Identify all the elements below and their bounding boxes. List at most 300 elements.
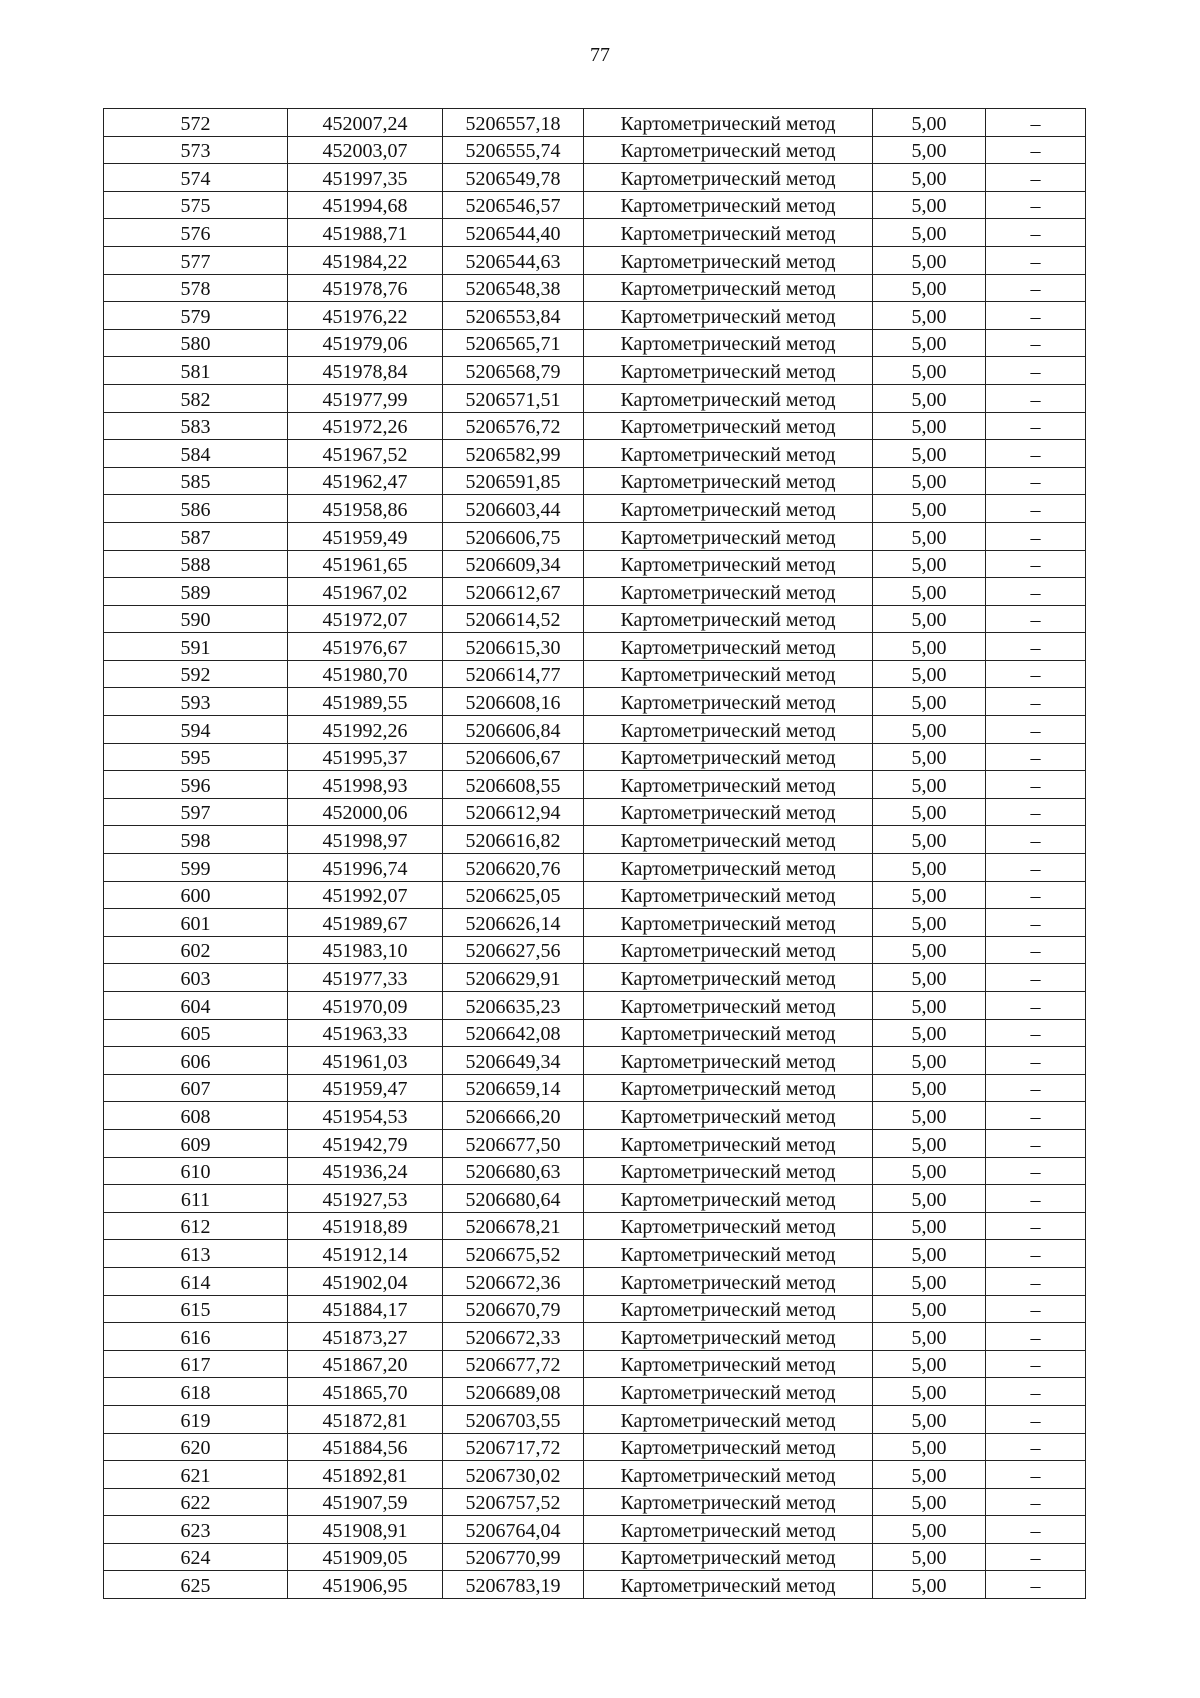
table-row (104, 1240, 1086, 1268)
method-cell: Картометрический метод (584, 1378, 873, 1406)
x-coordinate-cell: 451918,89 (288, 1212, 443, 1240)
x-coordinate-cell: 451977,33 (288, 964, 443, 992)
y-coordinate-cell: 5206616,82 (443, 826, 584, 854)
point-number-cell: 572 (104, 109, 288, 137)
x-coordinate-cell: 451961,65 (288, 550, 443, 578)
note-cell: – (986, 1433, 1086, 1461)
accuracy-cell: 5,00 (873, 1240, 986, 1268)
note-cell: – (986, 467, 1086, 495)
accuracy-cell: 5,00 (873, 136, 986, 164)
method-cell: Картометрический метод (584, 1102, 873, 1130)
method-cell: Картометрический метод (584, 1433, 873, 1461)
accuracy-cell: 5,00 (873, 1323, 986, 1351)
x-coordinate-cell: 451942,79 (288, 1129, 443, 1157)
y-coordinate-cell: 5206544,40 (443, 219, 584, 247)
accuracy-cell: 5,00 (873, 1267, 986, 1295)
x-coordinate-cell: 451963,33 (288, 1019, 443, 1047)
accuracy-cell: 5,00 (873, 357, 986, 385)
point-number-cell: 618 (104, 1378, 288, 1406)
x-coordinate-cell: 451927,53 (288, 1185, 443, 1213)
table-row (104, 936, 1086, 964)
note-cell: – (986, 550, 1086, 578)
accuracy-cell: 5,00 (873, 936, 986, 964)
table-row (104, 384, 1086, 412)
y-coordinate-cell: 5206612,67 (443, 578, 584, 606)
note-cell: – (986, 109, 1086, 137)
table-row (104, 1047, 1086, 1075)
point-number-cell: 623 (104, 1516, 288, 1544)
table-row (104, 771, 1086, 799)
method-cell: Картометрический метод (584, 771, 873, 799)
x-coordinate-cell: 451958,86 (288, 495, 443, 523)
x-coordinate-cell: 451872,81 (288, 1405, 443, 1433)
note-cell: – (986, 1102, 1086, 1130)
accuracy-cell: 5,00 (873, 384, 986, 412)
note-cell: – (986, 357, 1086, 385)
accuracy-cell: 5,00 (873, 1378, 986, 1406)
table-row (104, 1571, 1086, 1599)
method-cell: Картометрический метод (584, 1323, 873, 1351)
y-coordinate-cell: 5206783,19 (443, 1571, 584, 1599)
note-cell: – (986, 1461, 1086, 1489)
table-row (104, 1378, 1086, 1406)
point-number-cell: 624 (104, 1543, 288, 1571)
note-cell: – (986, 992, 1086, 1020)
table-row (104, 274, 1086, 302)
accuracy-cell: 5,00 (873, 1074, 986, 1102)
note-cell: – (986, 1295, 1086, 1323)
x-coordinate-cell: 451984,22 (288, 246, 443, 274)
method-cell: Картометрический метод (584, 357, 873, 385)
y-coordinate-cell: 5206557,18 (443, 109, 584, 137)
y-coordinate-cell: 5206678,21 (443, 1212, 584, 1240)
note-cell: – (986, 191, 1086, 219)
note-cell: – (986, 302, 1086, 330)
note-cell: – (986, 522, 1086, 550)
x-coordinate-cell: 452000,06 (288, 798, 443, 826)
y-coordinate-cell: 5206770,99 (443, 1543, 584, 1571)
point-number-cell: 617 (104, 1350, 288, 1378)
y-coordinate-cell: 5206591,85 (443, 467, 584, 495)
note-cell: – (986, 771, 1086, 799)
y-coordinate-cell: 5206555,74 (443, 136, 584, 164)
accuracy-cell: 5,00 (873, 688, 986, 716)
x-coordinate-cell: 451994,68 (288, 191, 443, 219)
x-coordinate-cell: 451873,27 (288, 1323, 443, 1351)
accuracy-cell: 5,00 (873, 1571, 986, 1599)
y-coordinate-cell: 5206649,34 (443, 1047, 584, 1075)
x-coordinate-cell: 451884,17 (288, 1295, 443, 1323)
table-row (104, 302, 1086, 330)
point-number-cell: 587 (104, 522, 288, 550)
y-coordinate-cell: 5206659,14 (443, 1074, 584, 1102)
table-row (104, 826, 1086, 854)
table-row (104, 522, 1086, 550)
method-cell: Картометрический метод (584, 1129, 873, 1157)
x-coordinate-cell: 451908,91 (288, 1516, 443, 1544)
accuracy-cell: 5,00 (873, 1433, 986, 1461)
accuracy-cell: 5,00 (873, 992, 986, 1020)
note-cell: – (986, 412, 1086, 440)
accuracy-cell: 5,00 (873, 246, 986, 274)
coordinates-table-body (104, 109, 1086, 1599)
x-coordinate-cell: 451962,47 (288, 467, 443, 495)
accuracy-cell: 5,00 (873, 1102, 986, 1130)
point-number-cell: 592 (104, 660, 288, 688)
x-coordinate-cell: 451936,24 (288, 1157, 443, 1185)
x-coordinate-cell: 451907,59 (288, 1488, 443, 1516)
method-cell: Картометрический метод (584, 1295, 873, 1323)
note-cell: – (986, 1240, 1086, 1268)
accuracy-cell: 5,00 (873, 633, 986, 661)
method-cell: Картометрический метод (584, 826, 873, 854)
table-row (104, 1323, 1086, 1351)
accuracy-cell: 5,00 (873, 881, 986, 909)
point-number-cell: 611 (104, 1185, 288, 1213)
x-coordinate-cell: 451978,84 (288, 357, 443, 385)
x-coordinate-cell: 451972,26 (288, 412, 443, 440)
x-coordinate-cell: 451983,10 (288, 936, 443, 964)
point-number-cell: 576 (104, 219, 288, 247)
y-coordinate-cell: 5206546,57 (443, 191, 584, 219)
y-coordinate-cell: 5206615,30 (443, 633, 584, 661)
method-cell: Картометрический метод (584, 1350, 873, 1378)
method-cell: Картометрический метод (584, 633, 873, 661)
x-coordinate-cell: 451912,14 (288, 1240, 443, 1268)
note-cell: – (986, 1571, 1086, 1599)
accuracy-cell: 5,00 (873, 274, 986, 302)
accuracy-cell: 5,00 (873, 191, 986, 219)
point-number-cell: 614 (104, 1267, 288, 1295)
table-row (104, 136, 1086, 164)
table-row (104, 1488, 1086, 1516)
accuracy-cell: 5,00 (873, 1185, 986, 1213)
method-cell: Картометрический метод (584, 274, 873, 302)
point-number-cell: 613 (104, 1240, 288, 1268)
y-coordinate-cell: 5206672,36 (443, 1267, 584, 1295)
x-coordinate-cell: 452003,07 (288, 136, 443, 164)
point-number-cell: 582 (104, 384, 288, 412)
y-coordinate-cell: 5206626,14 (443, 909, 584, 937)
point-number-cell: 574 (104, 164, 288, 192)
method-cell: Картометрический метод (584, 522, 873, 550)
y-coordinate-cell: 5206571,51 (443, 384, 584, 412)
note-cell: – (986, 964, 1086, 992)
method-cell: Картометрический метод (584, 578, 873, 606)
y-coordinate-cell: 5206614,77 (443, 660, 584, 688)
method-cell: Картометрический метод (584, 660, 873, 688)
y-coordinate-cell: 5206675,52 (443, 1240, 584, 1268)
method-cell: Картометрический метод (584, 909, 873, 937)
y-coordinate-cell: 5206670,79 (443, 1295, 584, 1323)
method-cell: Картометрический метод (584, 1543, 873, 1571)
table-row (104, 1516, 1086, 1544)
y-coordinate-cell: 5206703,55 (443, 1405, 584, 1433)
x-coordinate-cell: 451979,06 (288, 329, 443, 357)
point-number-cell: 589 (104, 578, 288, 606)
note-cell: – (986, 1212, 1086, 1240)
accuracy-cell: 5,00 (873, 1295, 986, 1323)
y-coordinate-cell: 5206582,99 (443, 440, 584, 468)
point-number-cell: 581 (104, 357, 288, 385)
note-cell: – (986, 936, 1086, 964)
accuracy-cell: 5,00 (873, 1157, 986, 1185)
accuracy-cell: 5,00 (873, 1350, 986, 1378)
table-row (104, 1212, 1086, 1240)
point-number-cell: 620 (104, 1433, 288, 1461)
point-number-cell: 605 (104, 1019, 288, 1047)
method-cell: Картометрический метод (584, 440, 873, 468)
accuracy-cell: 5,00 (873, 1488, 986, 1516)
accuracy-cell: 5,00 (873, 605, 986, 633)
point-number-cell: 619 (104, 1405, 288, 1433)
point-number-cell: 603 (104, 964, 288, 992)
method-cell: Картометрический метод (584, 1185, 873, 1213)
x-coordinate-cell: 451906,95 (288, 1571, 443, 1599)
table-row (104, 412, 1086, 440)
x-coordinate-cell: 451978,76 (288, 274, 443, 302)
note-cell: – (986, 246, 1086, 274)
y-coordinate-cell: 5206689,08 (443, 1378, 584, 1406)
note-cell: – (986, 136, 1086, 164)
point-number-cell: 590 (104, 605, 288, 633)
note-cell: – (986, 1405, 1086, 1433)
accuracy-cell: 5,00 (873, 522, 986, 550)
y-coordinate-cell: 5206620,76 (443, 854, 584, 882)
y-coordinate-cell: 5206553,84 (443, 302, 584, 330)
coordinates-table (103, 108, 1086, 1599)
x-coordinate-cell: 451998,97 (288, 826, 443, 854)
y-coordinate-cell: 5206609,34 (443, 550, 584, 578)
note-cell: – (986, 881, 1086, 909)
method-cell: Картометрический метод (584, 136, 873, 164)
table-row (104, 1461, 1086, 1489)
y-coordinate-cell: 5206677,50 (443, 1129, 584, 1157)
note-cell: – (986, 633, 1086, 661)
accuracy-cell: 5,00 (873, 412, 986, 440)
y-coordinate-cell: 5206625,05 (443, 881, 584, 909)
table-row (104, 605, 1086, 633)
point-number-cell: 616 (104, 1323, 288, 1351)
method-cell: Картометрический метод (584, 191, 873, 219)
accuracy-cell: 5,00 (873, 109, 986, 137)
y-coordinate-cell: 5206635,23 (443, 992, 584, 1020)
x-coordinate-cell: 451961,03 (288, 1047, 443, 1075)
accuracy-cell: 5,00 (873, 964, 986, 992)
accuracy-cell: 5,00 (873, 854, 986, 882)
accuracy-cell: 5,00 (873, 1047, 986, 1075)
table-row (104, 329, 1086, 357)
accuracy-cell: 5,00 (873, 578, 986, 606)
y-coordinate-cell: 5206608,55 (443, 771, 584, 799)
method-cell: Картометрический метод (584, 1516, 873, 1544)
x-coordinate-cell: 451959,49 (288, 522, 443, 550)
accuracy-cell: 5,00 (873, 826, 986, 854)
x-coordinate-cell: 451989,55 (288, 688, 443, 716)
table-row (104, 495, 1086, 523)
y-coordinate-cell: 5206576,72 (443, 412, 584, 440)
method-cell: Картометрический метод (584, 881, 873, 909)
accuracy-cell: 5,00 (873, 771, 986, 799)
note-cell: – (986, 1543, 1086, 1571)
x-coordinate-cell: 451992,07 (288, 881, 443, 909)
method-cell: Картометрический метод (584, 1240, 873, 1268)
note-cell: – (986, 164, 1086, 192)
method-cell: Картометрический метод (584, 1405, 873, 1433)
x-coordinate-cell: 451865,70 (288, 1378, 443, 1406)
accuracy-cell: 5,00 (873, 909, 986, 937)
y-coordinate-cell: 5206608,16 (443, 688, 584, 716)
accuracy-cell: 5,00 (873, 302, 986, 330)
point-number-cell: 625 (104, 1571, 288, 1599)
x-coordinate-cell: 451959,47 (288, 1074, 443, 1102)
table-row (104, 1433, 1086, 1461)
x-coordinate-cell: 451980,70 (288, 660, 443, 688)
accuracy-cell: 5,00 (873, 164, 986, 192)
point-number-cell: 586 (104, 495, 288, 523)
table-row (104, 1185, 1086, 1213)
x-coordinate-cell: 451967,52 (288, 440, 443, 468)
point-number-cell: 599 (104, 854, 288, 882)
point-number-cell: 597 (104, 798, 288, 826)
table-row (104, 1267, 1086, 1295)
point-number-cell: 622 (104, 1488, 288, 1516)
method-cell: Картометрический метод (584, 1019, 873, 1047)
x-coordinate-cell: 451977,99 (288, 384, 443, 412)
accuracy-cell: 5,00 (873, 743, 986, 771)
note-cell: – (986, 1350, 1086, 1378)
x-coordinate-cell: 451970,09 (288, 992, 443, 1020)
method-cell: Картометрический метод (584, 1157, 873, 1185)
x-coordinate-cell: 451988,71 (288, 219, 443, 247)
y-coordinate-cell: 5206548,38 (443, 274, 584, 302)
x-coordinate-cell: 451954,53 (288, 1102, 443, 1130)
method-cell: Картометрический метод (584, 1461, 873, 1489)
note-cell: – (986, 1157, 1086, 1185)
point-number-cell: 621 (104, 1461, 288, 1489)
method-cell: Картометрический метод (584, 854, 873, 882)
point-number-cell: 585 (104, 467, 288, 495)
note-cell: – (986, 1019, 1086, 1047)
accuracy-cell: 5,00 (873, 1516, 986, 1544)
method-cell: Картометрический метод (584, 688, 873, 716)
point-number-cell: 583 (104, 412, 288, 440)
point-number-cell: 573 (104, 136, 288, 164)
accuracy-cell: 5,00 (873, 467, 986, 495)
note-cell: – (986, 605, 1086, 633)
y-coordinate-cell: 5206672,33 (443, 1323, 584, 1351)
table-row (104, 964, 1086, 992)
x-coordinate-cell: 451989,67 (288, 909, 443, 937)
table-row (104, 1019, 1086, 1047)
accuracy-cell: 5,00 (873, 1019, 986, 1047)
method-cell: Картометрический метод (584, 550, 873, 578)
table-row (104, 550, 1086, 578)
table-row (104, 743, 1086, 771)
accuracy-cell: 5,00 (873, 1129, 986, 1157)
table-row (104, 219, 1086, 247)
point-number-cell: 575 (104, 191, 288, 219)
method-cell: Картометрический метод (584, 798, 873, 826)
y-coordinate-cell: 5206666,20 (443, 1102, 584, 1130)
page-number: 77 (590, 44, 610, 66)
accuracy-cell: 5,00 (873, 550, 986, 578)
note-cell: – (986, 798, 1086, 826)
y-coordinate-cell: 5206614,52 (443, 605, 584, 633)
table-row (104, 1405, 1086, 1433)
table-row (104, 854, 1086, 882)
note-cell: – (986, 1516, 1086, 1544)
method-cell: Картометрический метод (584, 1074, 873, 1102)
point-number-cell: 598 (104, 826, 288, 854)
note-cell: – (986, 219, 1086, 247)
y-coordinate-cell: 5206629,91 (443, 964, 584, 992)
y-coordinate-cell: 5206565,71 (443, 329, 584, 357)
x-coordinate-cell: 451902,04 (288, 1267, 443, 1295)
note-cell: – (986, 1129, 1086, 1157)
accuracy-cell: 5,00 (873, 798, 986, 826)
note-cell: – (986, 1047, 1086, 1075)
table-row (104, 881, 1086, 909)
method-cell: Картометрический метод (584, 412, 873, 440)
note-cell: – (986, 578, 1086, 606)
table-row (104, 109, 1086, 137)
x-coordinate-cell: 451884,56 (288, 1433, 443, 1461)
table-row (104, 909, 1086, 937)
x-coordinate-cell: 451976,67 (288, 633, 443, 661)
note-cell: – (986, 495, 1086, 523)
method-cell: Картометрический метод (584, 329, 873, 357)
method-cell: Картометрический метод (584, 1488, 873, 1516)
point-number-cell: 584 (104, 440, 288, 468)
note-cell: – (986, 688, 1086, 716)
note-cell: – (986, 329, 1086, 357)
table-row (104, 164, 1086, 192)
point-number-cell: 593 (104, 688, 288, 716)
method-cell: Картометрический метод (584, 109, 873, 137)
point-number-cell: 595 (104, 743, 288, 771)
point-number-cell: 600 (104, 881, 288, 909)
note-cell: – (986, 716, 1086, 744)
y-coordinate-cell: 5206606,67 (443, 743, 584, 771)
note-cell: – (986, 1185, 1086, 1213)
y-coordinate-cell: 5206568,79 (443, 357, 584, 385)
y-coordinate-cell: 5206549,78 (443, 164, 584, 192)
note-cell: – (986, 660, 1086, 688)
point-number-cell: 610 (104, 1157, 288, 1185)
point-number-cell: 579 (104, 302, 288, 330)
method-cell: Картометрический метод (584, 384, 873, 412)
method-cell: Картометрический метод (584, 219, 873, 247)
y-coordinate-cell: 5206642,08 (443, 1019, 584, 1047)
table-row (104, 191, 1086, 219)
point-number-cell: 609 (104, 1129, 288, 1157)
method-cell: Картометрический метод (584, 467, 873, 495)
table-row (104, 1157, 1086, 1185)
accuracy-cell: 5,00 (873, 716, 986, 744)
accuracy-cell: 5,00 (873, 219, 986, 247)
table-row (104, 798, 1086, 826)
x-coordinate-cell: 451998,93 (288, 771, 443, 799)
accuracy-cell: 5,00 (873, 660, 986, 688)
y-coordinate-cell: 5206544,63 (443, 246, 584, 274)
method-cell: Картометрический метод (584, 1212, 873, 1240)
table-row (104, 440, 1086, 468)
x-coordinate-cell: 451892,81 (288, 1461, 443, 1489)
point-number-cell: 606 (104, 1047, 288, 1075)
method-cell: Картометрический метод (584, 1267, 873, 1295)
y-coordinate-cell: 5206680,64 (443, 1185, 584, 1213)
